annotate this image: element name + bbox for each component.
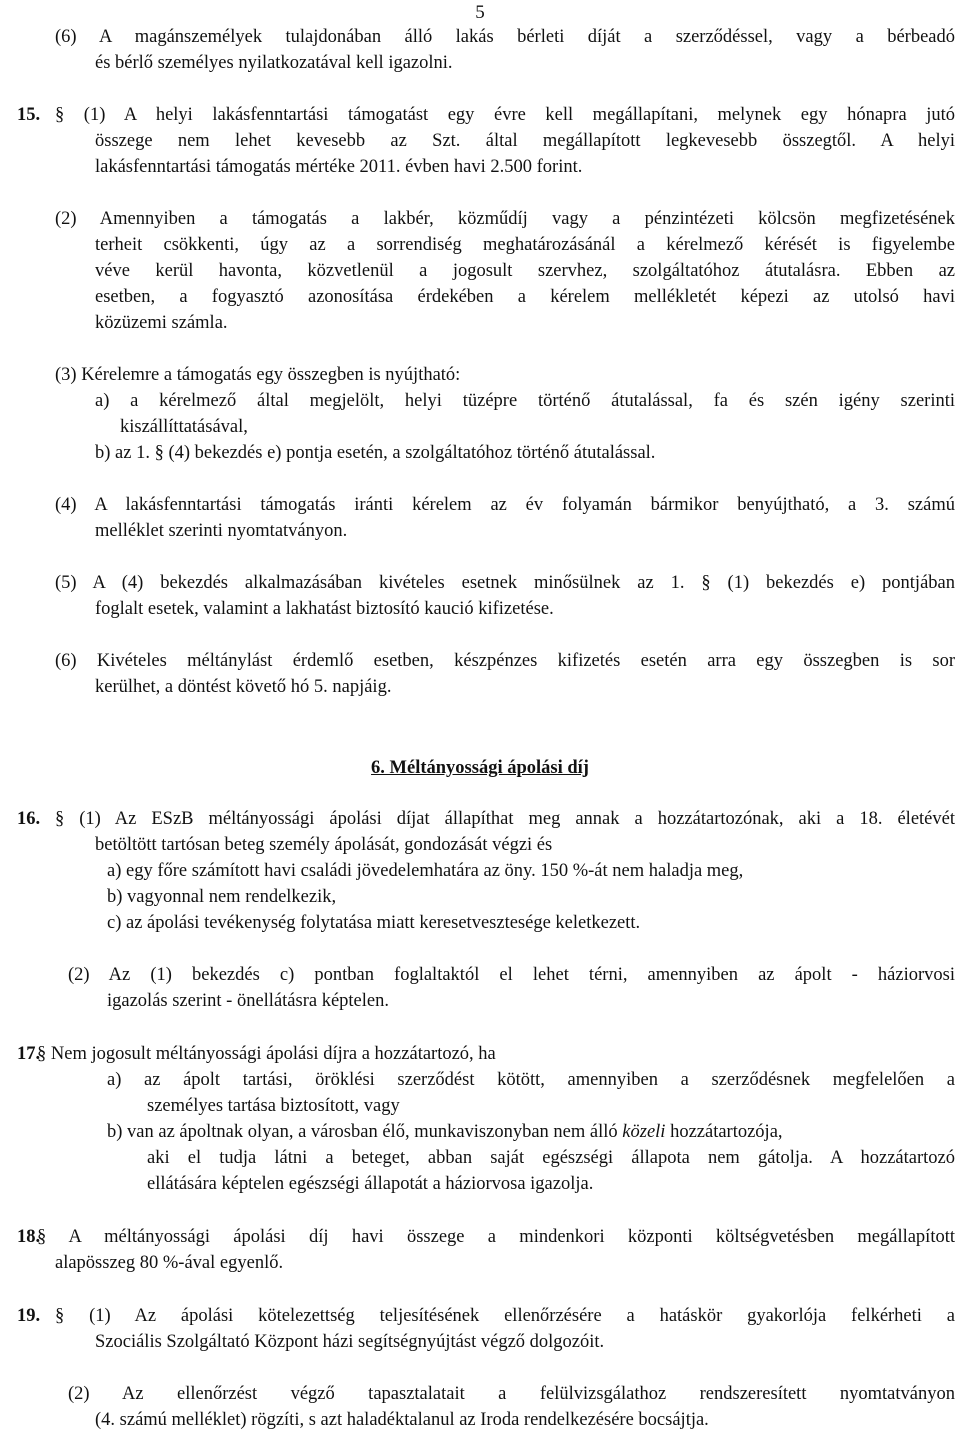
paragraph-line: (6) Kivételes méltánylást érdemlő esetben, készpénzes kifizetés esetén arra egy összegben is sor (55, 651, 955, 671)
section-number: 17. (17, 1044, 41, 1064)
paragraph-line: § A méltányossági ápolási díj havi összege a mindenkori központi költségvetésben megállapított (37, 1227, 955, 1247)
paragraph-line: összege nem lehet kevesebb az Szt. által megállapított legkevesebb összegtől. A helyi (95, 131, 955, 151)
emphasis-text: közeli (622, 1122, 666, 1142)
list-item: b) az 1. § (4) bekezdés e) pontja esetén, a szolgáltatóhoz történő átutalással. (95, 443, 656, 463)
paragraph-line: kerülhet, a döntést követő hó 5. napjáig. (95, 677, 392, 697)
paragraph-line: közüzemi számla. (95, 313, 228, 333)
list-item-continuation: aki el tudja látni a beteget, abban saját egészségi állapota nem gátolja. A hozzátartozó (147, 1148, 955, 1168)
paragraph-line: (2) Amennyiben a támogatás a lakbér, közműdíj vagy a pénzintézeti kölcsön megfizetésének (55, 209, 955, 229)
paragraph-line: terheit csökkenti, úgy az a sorrendiség meghatározásánál a kérelmező kérését is figyelembe (95, 235, 955, 255)
section-number: 16. (17, 809, 41, 829)
paragraph-line: § Nem jogosult méltányossági ápolási díjra a hozzátartozó, ha (37, 1044, 496, 1064)
paragraph-line: § (1) A helyi lakásfenntartási támogatást egy évre kell megállapítani, melynek egy hónapra jutó (55, 105, 955, 125)
list-item-text: b) van az ápoltnak olyan, a városban élő, munkaviszonyban nem álló (107, 1122, 623, 1142)
section-heading: 6. Méltányossági ápolási díj (371, 758, 589, 778)
paragraph-line: (4) A lakásfenntartási támogatás iránti kérelem az év folyamán bármikor benyújtható, a 3. számú (55, 495, 955, 515)
paragraph-line: lakásfenntartási támogatás mértéke 2011. évben havi 2.500 forint. (95, 157, 583, 177)
list-item: a) az ápolt tartási, öröklési szerződést kötött, amennyiben a szerződésnek megfelelően a (107, 1070, 955, 1090)
paragraph-line: alapösszeg 80 %-ával egyenlő. (55, 1253, 284, 1273)
paragraph-line: igazolás szerint - önellátásra képtelen. (107, 991, 389, 1011)
list-item: c) az ápolási tevékenység folytatása miatt keresetveszteségе keletkezett. (107, 913, 641, 933)
paragraph-line: (4. számú melléklet) rögzíti, s azt haladéktalanul az Iroda rendelkezésére bocsájtja. (95, 1410, 709, 1430)
paragraph-line: esetben, a fogyasztó azonosítása érdekében a kérelem mellékletét képezi az utolsó havi (95, 287, 955, 307)
paragraph-line: (6) A magánszemélyek tulajdonában álló lakás bérleti díját a szerződéssel, vagy a bérbeadó (55, 27, 955, 47)
paragraph-line: Szociális Szolgáltató Központ házi segítségnyújtást végző dolgozóit. (95, 1332, 605, 1352)
paragraph-line: melléklet szerinti nyomtatványon. (95, 521, 348, 541)
paragraph-line: (2) Az ellenőrzést végző tapasztalatait a felülvizsgálathoz rendszeresített nyomtatványon (68, 1384, 955, 1404)
list-item-continuation: személyes tartása biztosított, vagy (147, 1096, 400, 1116)
list-item: a) egy főre számított havi családi jövedelemhatára az öny. 150 %-át nem haladja meg, (107, 861, 744, 881)
paragraph-line: foglalt esetek, valamint a lakhatást biztosító kaució kifizetése. (95, 599, 554, 619)
section-number: 19. (17, 1306, 41, 1326)
paragraph-line: (3) Kérelemre a támogatás egy összegben is nyújtható: (55, 365, 461, 385)
page-number: 5 (475, 2, 485, 23)
list-item: b) vagyonnal nem rendelkezik, (107, 887, 337, 907)
list-item (107, 1119, 783, 1145)
list-item-continuation: ellátására képtelen egészségi állapotát a háziorvosa igazolja. (147, 1174, 594, 1194)
paragraph-line: § (1) Az ápolási kötelezettség teljesítésének ellenőrzésére a hatáskör gyakorlója felkérheti a (55, 1306, 955, 1326)
paragraph-line: és bérlő személyes nyilatkozatával kell igazolni. (95, 53, 453, 73)
paragraph-line: betöltött tartósan beteg személy ápolását, gondozását végzi és (95, 835, 553, 855)
paragraph-line: véve kerül havonta, közvetlenül a jogosult szervhez, szolgáltatóhoz átutalásra. Ebben az (95, 261, 955, 281)
section-number: 15. (17, 105, 41, 125)
paragraph-line: § (1) Az ESzB méltányossági ápolási díjat állapíthat meg annak a hozzátartozónak, aki a 18. életévét (55, 809, 955, 829)
paragraph-line: (5) A (4) bekezdés alkalmazásában kivételes esetnek minősülnek az 1. § (1) bekezdés e) pontjában (55, 573, 955, 593)
list-item: a) a kérelmező által megjelölt, helyi tüzépre történő átutalással, fa és szén igény szerinti (95, 391, 955, 411)
list-item-text: hozzátartozója, (665, 1122, 783, 1142)
section-number: 18. (17, 1227, 41, 1247)
paragraph-line: (2) Az (1) bekezdés c) pontban foglaltaktól el lehet térni, amennyiben az ápolt - háziorvosi (68, 965, 955, 985)
list-item-continuation: kiszállíttatásával, (120, 417, 248, 437)
